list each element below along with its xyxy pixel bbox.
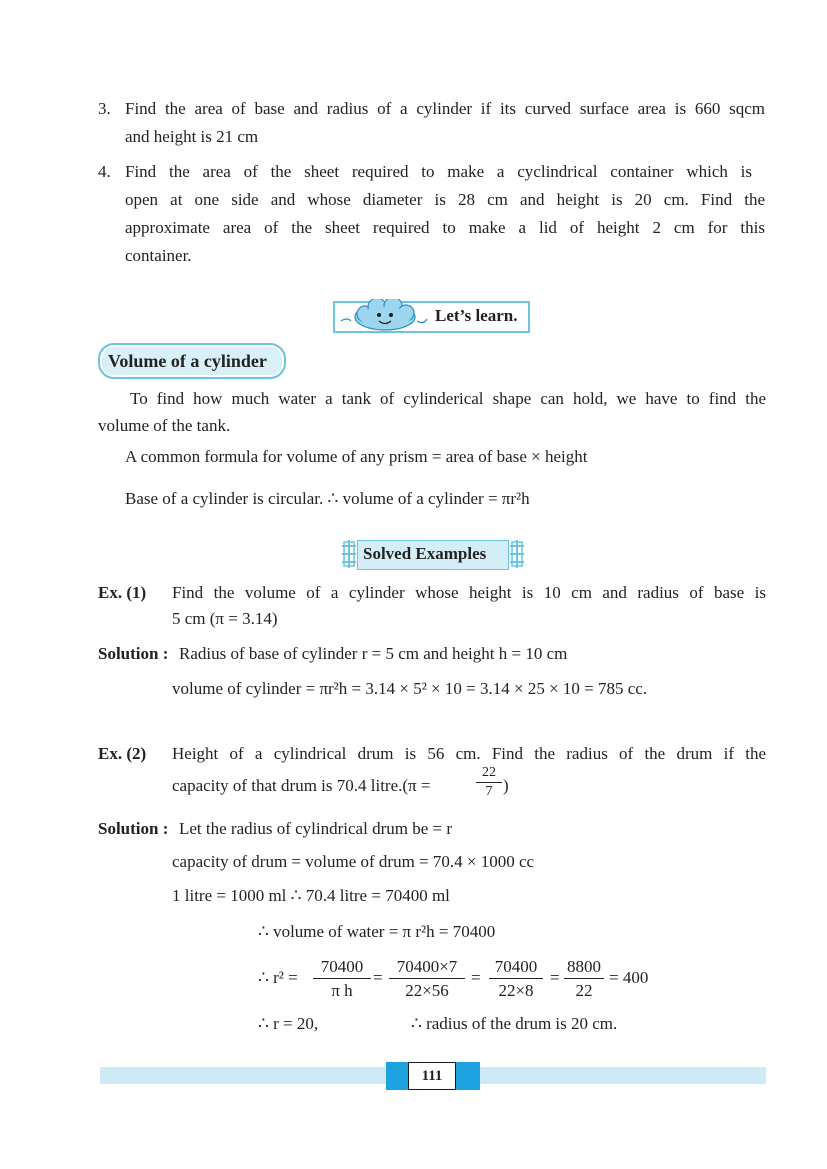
fraction-4-numerator: 8800 bbox=[564, 956, 604, 979]
example-2-solution-line-3: 1 litre = 1000 ml ∴ 70.4 litre = 70400 ml bbox=[172, 886, 450, 905]
question-4-line-1: Find the area of the sheet required to make a cyclindrical container which is bbox=[125, 162, 752, 181]
example-1-line-2: 5 cm (π = 3.14) bbox=[172, 609, 278, 628]
equals-sign-1: = bbox=[373, 968, 383, 987]
example-1-label: Ex. (1) bbox=[98, 583, 147, 602]
question-4-line-4: container. bbox=[125, 246, 192, 265]
r-value-line: ∴ r = 20, bbox=[258, 1014, 319, 1033]
example-2-line-1: Height of a cylindrical drum is 56 cm. Find the radius of the drum if the bbox=[172, 744, 766, 763]
cylinder-base-statement: Base of a cylinder is circular. ∴ volume of a cylinder = πr²h bbox=[125, 489, 530, 508]
page-number-inner bbox=[408, 1062, 456, 1090]
question-4-number: 4. bbox=[98, 162, 111, 181]
pi-fraction-numerator: 22 bbox=[476, 764, 502, 783]
fraction-2 bbox=[389, 956, 465, 1003]
lets-learn-box bbox=[333, 301, 530, 333]
question-3-line-2: and height is 21 cm bbox=[125, 127, 259, 146]
example-2-label: Ex. (2) bbox=[98, 744, 147, 763]
fraction-4-denominator: 22 bbox=[575, 981, 593, 1000]
question-3-number: 3. bbox=[98, 99, 111, 118]
lets-learn-label: Let’s learn. bbox=[435, 306, 518, 325]
r-squared-result: = 400 bbox=[609, 968, 649, 987]
example-2-line-2: capacity of that drum is 70.4 litre.(π = bbox=[172, 776, 431, 795]
fraction-1-numerator: 70400 bbox=[313, 956, 371, 979]
radius-result-line: ∴ radius of the drum is 20 cm. bbox=[411, 1014, 618, 1033]
question-3-line-1: Find the area of base and radius of a cylinder if its curved surface area is 660 sqcm bbox=[125, 99, 765, 118]
example-1-solution-line-1: Radius of base of cylinder r = 5 cm and height h = 10 cm bbox=[179, 644, 568, 663]
solved-examples-label: Solved Examples bbox=[363, 544, 487, 563]
scroll-ornament-icon bbox=[339, 538, 359, 570]
example-1-line-1: Find the volume of a cylinder whose height is 10 cm and radius of base is bbox=[172, 583, 766, 602]
section-title-pill bbox=[98, 343, 286, 379]
cloud-icon bbox=[337, 299, 433, 333]
example-2-solution-line-4: ∴ volume of water = π r²h = 70400 bbox=[258, 922, 496, 941]
example-2-solution-label: Solution : bbox=[98, 819, 169, 838]
pi-fraction bbox=[476, 764, 502, 801]
example-2-solution-line-1: Let the radius of cylindrical drum be = r bbox=[179, 819, 452, 838]
page-number-box bbox=[386, 1062, 480, 1090]
pi-fraction-close-paren: ) bbox=[503, 776, 509, 795]
question-4-line-2: open at one side and whose diameter is 28 cm and height is 20 cm. Find the bbox=[125, 190, 765, 209]
fraction-4 bbox=[564, 956, 604, 1003]
equals-sign-2: = bbox=[471, 968, 481, 987]
example-2-solution-line-2: capacity of drum = volume of drum = 70.4 × 1000 cc bbox=[172, 852, 535, 871]
fraction-3-denominator: 22×8 bbox=[498, 981, 534, 1000]
scroll-ornament-icon bbox=[507, 538, 527, 570]
prism-formula: A common formula for volume of any prism = area of base × height bbox=[125, 447, 588, 466]
fraction-3-numerator: 70400 bbox=[489, 956, 543, 979]
fraction-3 bbox=[489, 956, 543, 1003]
question-4-line-3: approximate area of the sheet required to make a lid of height 2 cm for this bbox=[125, 218, 765, 237]
fraction-2-denominator: 22×56 bbox=[405, 981, 449, 1000]
section-title: Volume of a cylinder bbox=[108, 351, 267, 371]
intro-line-2: volume of the tank. bbox=[98, 416, 231, 435]
fraction-1 bbox=[313, 956, 371, 1003]
intro-line-1: To find how much water a tank of cylinderical shape can hold, we have to find the bbox=[130, 389, 766, 408]
fraction-2-numerator: 70400×7 bbox=[389, 956, 465, 979]
pi-fraction-denominator: 7 bbox=[485, 784, 493, 799]
r-squared-prefix: ∴ r² = bbox=[258, 968, 298, 987]
equals-sign-3: = bbox=[550, 968, 560, 987]
fraction-1-denominator: π h bbox=[331, 981, 353, 1000]
page-number: 111 bbox=[421, 1068, 443, 1084]
example-1-solution-line-2: volume of cylinder = πr²h = 3.14 × 5² × 10 = 3.14 × 25 × 10 = 785 cc. bbox=[172, 679, 648, 698]
example-1-solution-label: Solution : bbox=[98, 644, 169, 663]
solved-examples-box bbox=[357, 540, 509, 570]
